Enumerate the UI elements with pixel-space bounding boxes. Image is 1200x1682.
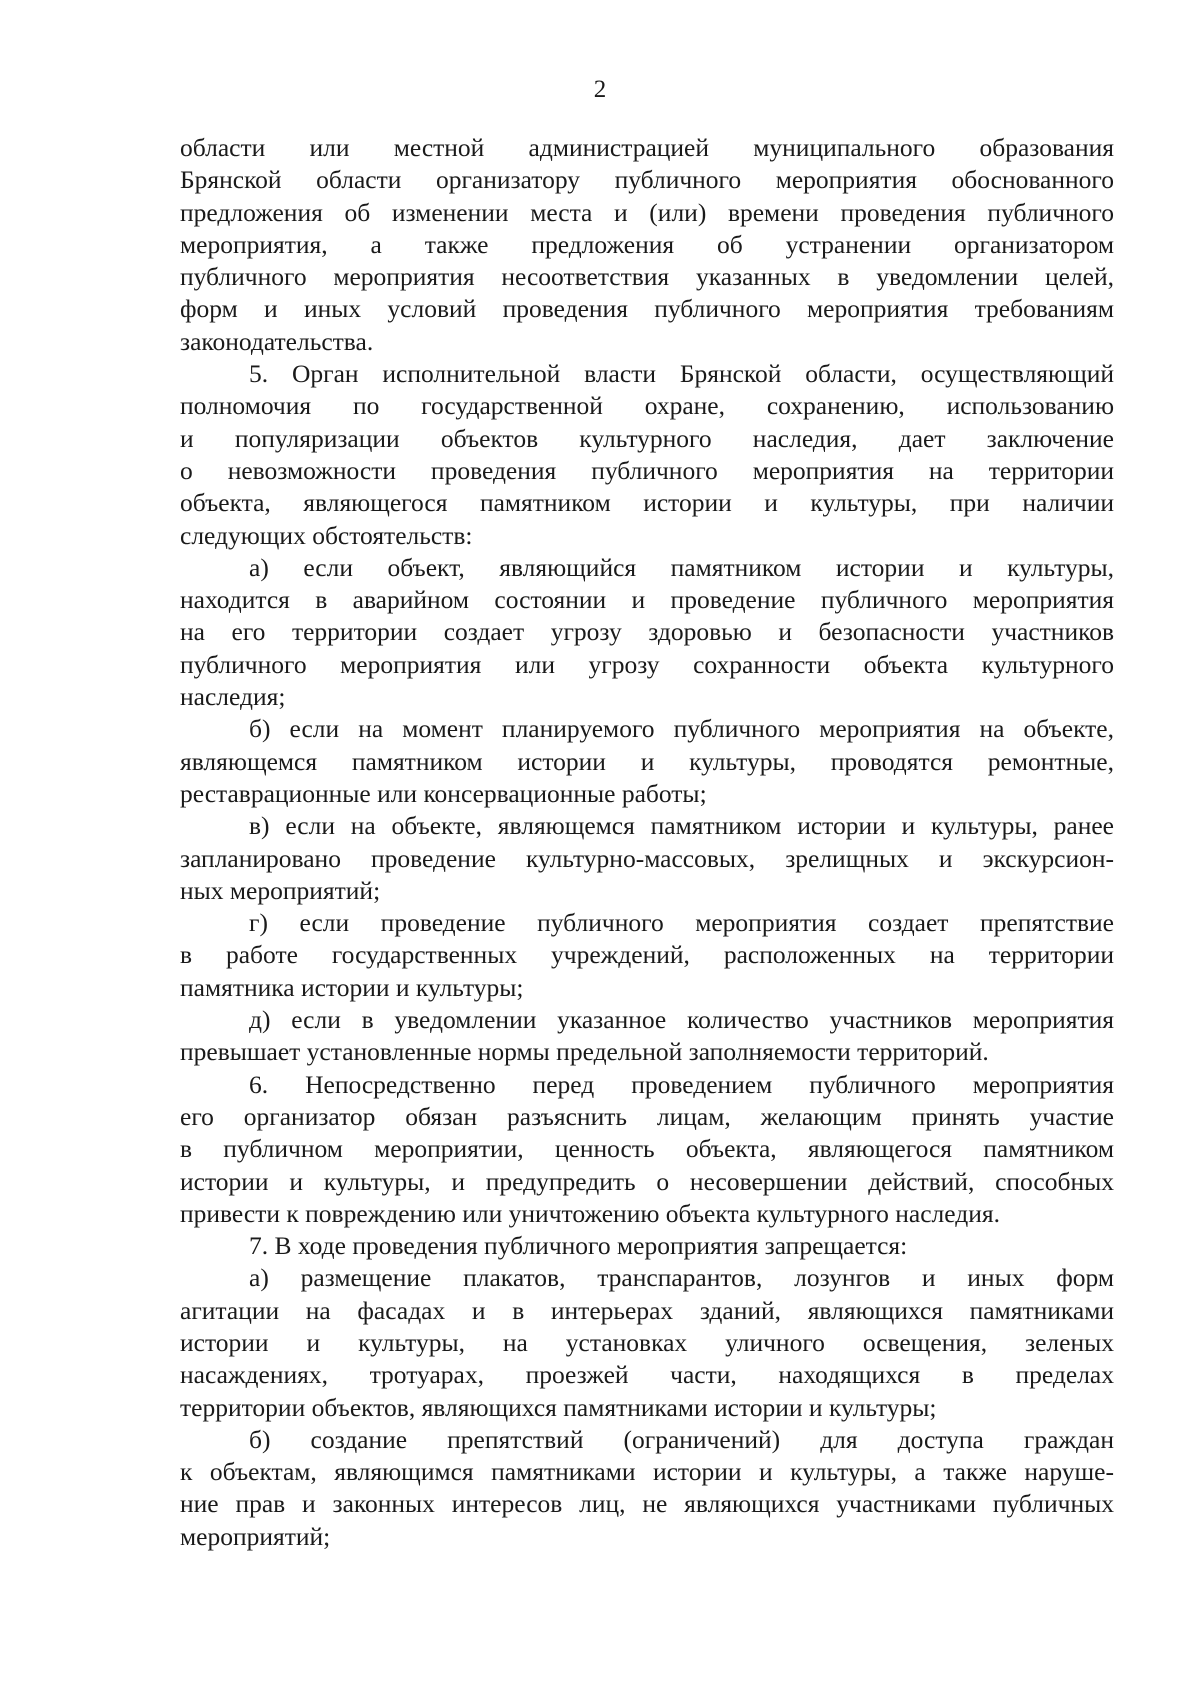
- text-line: д) если в уведомлении указанное количество участников мероприятия: [249, 1005, 1114, 1035]
- text-line: территории объектов, являющихся памятниками истории и культуры;: [180, 1392, 937, 1422]
- paragraph: [180, 1230, 1114, 1262]
- text-line: предложения об изменении места и (или) времени проведения публичного: [180, 197, 1114, 227]
- text-line: в) если на объекте, являющемся памятником истории и культуры, ранее: [249, 811, 1114, 841]
- text-line: 7. В ходе проведения публичного мероприятия запрещается:: [249, 1231, 908, 1261]
- text-line: насаждениях, тротуарах, проезжей части, находящихся в пределах: [180, 1360, 1114, 1390]
- text-line: б) создание препятствий (ограничений) для доступа граждан: [249, 1424, 1114, 1454]
- text-line: полномочия по государственной охране, сохранению, использованию: [180, 391, 1114, 421]
- text-line: на его территории создает угрозу здоровью и безопасности участников: [180, 617, 1114, 647]
- text-line: форм и иных условий проведения публичного мероприятия требованиям: [180, 294, 1114, 324]
- paragraph: [180, 132, 1114, 358]
- text-line: области или местной администрацией муниципального образования: [180, 133, 1114, 162]
- paragraph: [180, 1004, 1114, 1069]
- text-line: наследия;: [180, 682, 286, 712]
- text-line: в работе государственных учреждений, расположенных на территории: [180, 940, 1114, 970]
- text-line: следующих обстоятельств:: [180, 520, 473, 550]
- text-line: к объектам, являющимся памятниками истории и культуры, а также наруше-: [180, 1457, 1114, 1487]
- text-line: истории и культуры, и предупредить о несовершении действий, способных: [180, 1166, 1114, 1196]
- text-line: в публичном мероприятии, ценность объекта, являющегося памятником: [180, 1134, 1114, 1164]
- text-line: реставрационные или консервационные работы;: [180, 778, 707, 808]
- text-line: мероприятий;: [180, 1521, 331, 1551]
- text-line: а) если объект, являющийся памятником истории и культуры,: [249, 552, 1114, 582]
- paragraph: [180, 713, 1114, 810]
- text-line: мероприятия, а также предложения об устранении организатором: [180, 229, 1114, 259]
- text-line: 5. Орган исполнительной власти Брянской области, осуществляющий: [249, 359, 1114, 389]
- text-line: объекта, являющегося памятником истории и культуры, при наличии: [180, 488, 1114, 518]
- paragraph: [180, 1424, 1114, 1553]
- text-line: г) если проведение публичного мероприятия создает препятствие: [249, 908, 1114, 938]
- text-line: ных мероприятий;: [180, 875, 381, 905]
- text-line: б) если на момент планируемого публичного мероприятия на объекте,: [249, 714, 1114, 744]
- paragraph: [180, 907, 1114, 1004]
- text-line: законодательства.: [180, 326, 374, 356]
- text-line: Брянской области организатору публичного мероприятия обоснованного: [180, 165, 1114, 195]
- text-line: ние прав и законных интересов лиц, не являющихся участниками публичных: [180, 1489, 1114, 1519]
- paragraph: [180, 1069, 1114, 1230]
- text-line: запланировано проведение культурно-массовых, зрелищных и экскурсион-: [180, 843, 1114, 873]
- text-line: находится в аварийном состоянии и проведение публичного мероприятия: [180, 585, 1114, 615]
- text-line: публичного мероприятия или угрозу сохранности объекта культурного: [180, 649, 1114, 679]
- text-line: являющемся памятником истории и культуры, проводятся ремонтные,: [180, 746, 1114, 776]
- text-line: его организатор обязан разъяснить лицам, желающим принять участие: [180, 1101, 1114, 1131]
- paragraph: [180, 358, 1114, 552]
- text-line: публичного мероприятия несоответствия указанных в уведомлении целей,: [180, 262, 1114, 292]
- document-body: [180, 132, 1114, 1553]
- text-line: памятника истории и культуры;: [180, 972, 524, 1002]
- text-line: агитации на фасадах и в интерьерах зданий, являющихся памятниками: [180, 1295, 1114, 1325]
- paragraph: [180, 552, 1114, 713]
- page-number: 2: [593, 76, 607, 103]
- text-line: о невозможности проведения публичного мероприятия на территории: [180, 455, 1114, 485]
- text-line: и популяризации объектов культурного наследия, дает заключение: [180, 423, 1114, 453]
- text-line: а) размещение плакатов, транспарантов, лозунгов и иных форм: [249, 1263, 1114, 1293]
- text-line: истории и культуры, на установках уличного освещения, зеленых: [180, 1327, 1114, 1357]
- text-line: превышает установленные нормы предельной заполняемости территорий.: [180, 1037, 989, 1067]
- text-line: 6. Непосредственно перед проведением публичного мероприятия: [249, 1069, 1114, 1099]
- paragraph: [180, 1262, 1114, 1423]
- text-line: привести к повреждению или уничтожению объекта культурного наследия.: [180, 1198, 1000, 1228]
- paragraph: [180, 810, 1114, 907]
